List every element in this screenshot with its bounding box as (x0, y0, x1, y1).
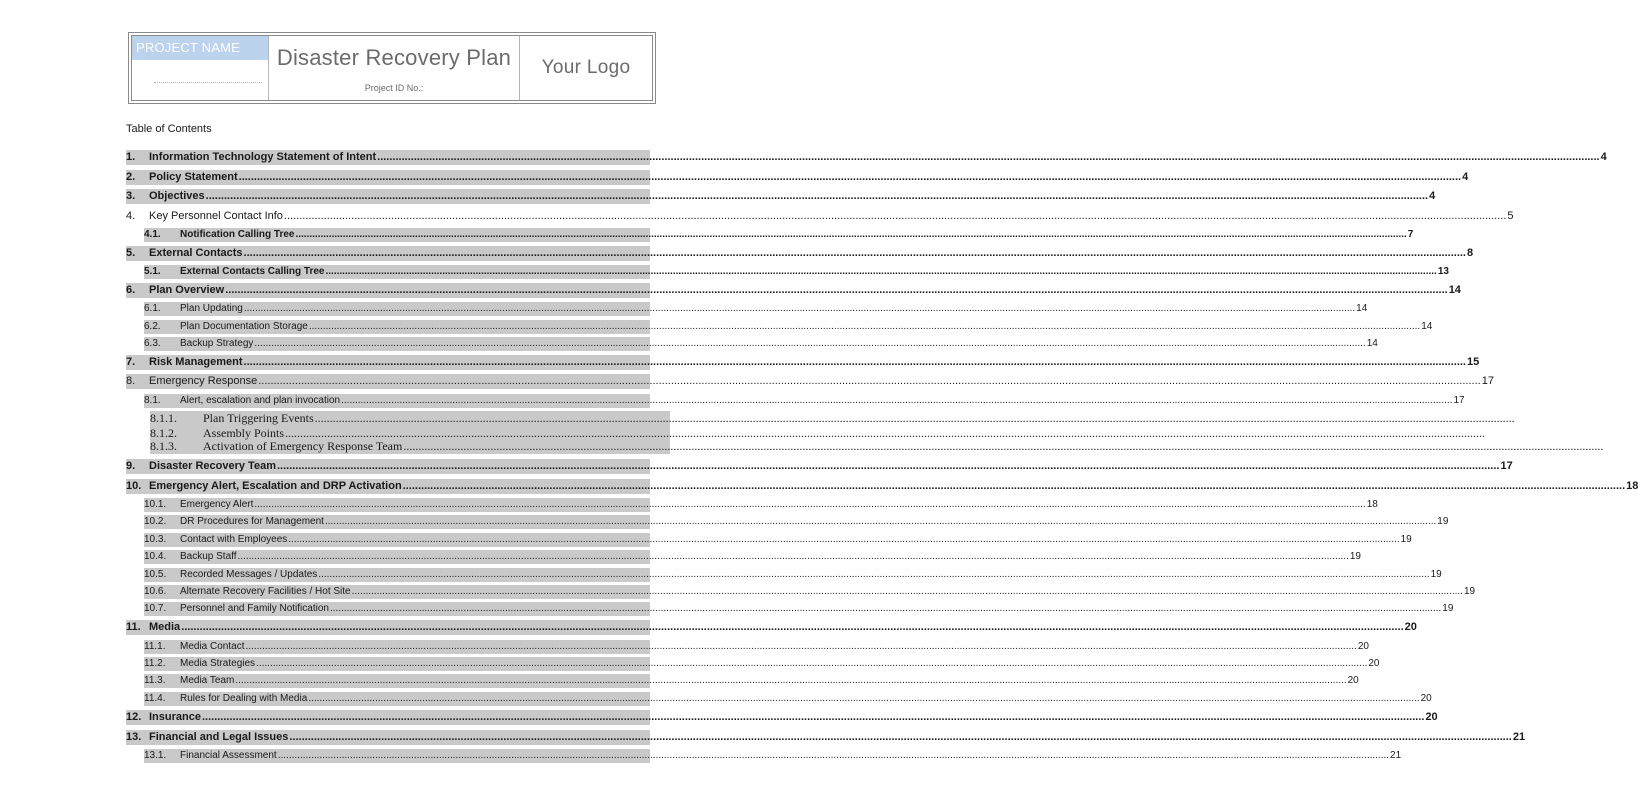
toc-entry-page: 4 (1462, 171, 1469, 183)
toc-entry[interactable] (126, 479, 1638, 494)
toc-leader-dots: ................................................................................................................................................................................................................................................................................................................................................................................................................ (243, 247, 1466, 259)
toc-leader-dots: ................................................................................................................................................................................................................................................................................................................................................................................................................ (245, 641, 1357, 652)
toc-entry-title: Backup Strategy (180, 338, 254, 349)
toc-entry[interactable] (144, 302, 1368, 316)
toc-leader-dots: ................................................................................................................................................................................................................................................................................................................................................................................................................ (308, 693, 1420, 704)
toc-entry-page: 5 (1507, 210, 1514, 222)
project-id-label: Project ID No.: (364, 83, 424, 93)
toc-entry-title: Media Team (180, 675, 235, 686)
toc-entry[interactable] (144, 515, 1449, 529)
logo-placeholder: Your Logo (541, 57, 631, 78)
toc-entry-number: 13. (126, 731, 142, 743)
toc-leader-dots: ................................................................................................................................................................................................................................................................................................................................................................................................................ (403, 439, 1604, 453)
toc-entry-page: 17 (1481, 375, 1494, 387)
toc-leader-dots: ................................................................................................................................................................................................................................................................................................................................................................................................................ (235, 675, 1347, 686)
toc-entry-number: 5. (126, 247, 136, 259)
toc-leader-dots: ................................................................................................................................................................................................................................................................................................................................................................................................................ (243, 303, 1356, 314)
toc-entry-number: 8.1.1. (150, 411, 177, 425)
toc-entry-title: Plan Triggering Events (203, 411, 314, 425)
toc-entry-title: External Contacts (149, 247, 243, 259)
toc-entry-number: 6.2. (144, 321, 161, 332)
toc-entry-title: Media Contact (180, 641, 245, 652)
toc-leader-dots: ................................................................................................................................................................................................................................................................................................................................................................................................................ (225, 284, 1448, 296)
toc-leader-dots: ................................................................................................................................................................................................................................................................................................................................................................................................................ (237, 551, 1349, 562)
toc-entry-title: Objectives (149, 190, 205, 202)
toc-entry-number: 10.5. (144, 569, 167, 580)
project-name[interactable]: PROJECT NAME (132, 36, 268, 60)
toc-entry[interactable] (144, 749, 1402, 763)
toc-entry-number: 5.1. (144, 266, 161, 277)
toc-entry[interactable] (144, 394, 1465, 408)
toc-leader-dots: ................................................................................................................................................................................................................................................................................................................................................................................................................ (238, 171, 1462, 183)
toc-leader-dots: ................................................................................................................................................................................................................................................................................................................................................................................................................ (254, 338, 1366, 349)
toc-leader-dots: ................................................................................................................................................................................................................................................................................................................................................................................................................ (402, 480, 1626, 492)
toc-entry[interactable] (144, 657, 1380, 671)
toc-entry-title: Information Technology Statement of Intent (149, 151, 377, 163)
toc-entry-page: 19 (1437, 516, 1449, 527)
toc-entry-title: Policy Statement (149, 171, 238, 183)
toc-entry-page: 18 (1626, 480, 1638, 492)
toc-leader-dots: ................................................................................................................................................................................................................................................................................................................................................................................................................ (325, 266, 1437, 277)
toc-entry-number: 11.3. (144, 675, 166, 686)
toc-entry-page: 4 (1429, 190, 1436, 202)
toc-entry-page: 18 (1366, 499, 1378, 510)
toc-entry-number: 9. (126, 460, 136, 472)
toc-entry-title: Alternate Recovery Facilities / Hot Site (180, 586, 351, 597)
toc-leader-dots: ................................................................................................................................................................................................................................................................................................................................................................................................................ (329, 603, 1442, 614)
document-title: Disaster Recovery Plan (276, 45, 512, 70)
toc-entry[interactable] (150, 411, 1515, 426)
toc-leader-dots: ................................................................................................................................................................................................................................................................................................................................................................................................................ (254, 499, 1366, 510)
toc-leader-dots: ................................................................................................................................................................................................................................................................................................................................................................................................................ (377, 151, 1600, 163)
toc-leader-dots: ................................................................................................................................................................................................................................................................................................................................................................................................................ (351, 586, 1463, 597)
toc-entry[interactable] (126, 374, 1494, 389)
toc-entry-number: 3. (126, 190, 136, 202)
toc-entry[interactable] (126, 150, 1607, 165)
toc-entry-number: 11.4. (144, 693, 166, 704)
toc-entry-title: Alert, escalation and plan invocation (180, 395, 341, 406)
toc-entry-title: Media (149, 621, 181, 633)
toc-entry-title: Backup Staff (180, 551, 237, 562)
toc-entry-number: 8. (126, 375, 136, 387)
toc-entry-title: Key Personnel Contact Info (149, 210, 283, 222)
toc-entry-title: Plan Overview (149, 284, 225, 296)
toc-entry-title: Rules for Dealing with Media (180, 693, 308, 704)
toc-entry-number: 8.1. (144, 395, 161, 406)
toc-entry-number: 4. (126, 210, 136, 222)
toc-leader-dots: ................................................................................................................................................................................................................................................................................................................................................................................................................ (277, 750, 1390, 761)
toc-entry[interactable] (126, 189, 1436, 204)
toc-entry-page: 14 (1356, 303, 1368, 314)
toc-entry-page: 19 (1463, 586, 1476, 597)
toc-entry[interactable] (144, 533, 1412, 547)
toc-entry[interactable] (144, 320, 1433, 334)
toc-leader-dots: ................................................................................................................................................................................................................................................................................................................................................................................................................ (289, 731, 1512, 743)
toc-leader-dots: ................................................................................................................................................................................................................................................................................................................................................................................................................ (243, 356, 1466, 368)
toc-entry-title: Personnel and Family Notification (180, 603, 329, 614)
toc-entry[interactable] (126, 283, 1461, 298)
toc-entry-number: 10.7. (144, 603, 167, 614)
toc-entry-number: 11.1. (144, 641, 166, 652)
toc-entry-number: 10.2. (144, 516, 167, 527)
toc-entry-title: Assembly Points (203, 426, 285, 440)
toc-entry[interactable] (144, 228, 1414, 242)
toc-entry-title: Risk Management (149, 356, 243, 368)
toc-leader-dots: ................................................................................................................................................................................................................................................................................................................................................................................................................ (205, 190, 1429, 202)
toc-entry-title: Plan Documentation Storage (180, 321, 308, 332)
toc-leader-dots: ................................................................................................................................................................................................................................................................................................................................................................................................................ (181, 621, 1404, 633)
toc-entry[interactable] (126, 620, 1417, 635)
toc-entry-page: 14 (1421, 321, 1433, 332)
toc-entry[interactable] (126, 730, 1526, 745)
toc-entry-number: 11. (126, 621, 141, 633)
toc-entry[interactable] (150, 439, 1604, 454)
toc-entry-page: 20 (1357, 641, 1369, 652)
toc-leader-dots: ................................................................................................................................................................................................................................................................................................................................................................................................................ (308, 321, 1421, 332)
toc-leader-dots: ................................................................................................................................................................................................................................................................................................................................................................................................................ (324, 516, 1437, 527)
toc-entry[interactable] (126, 355, 1480, 370)
toc-leader-dots: ................................................................................................................................................................................................................................................................................................................................................................................................................ (276, 460, 1500, 472)
toc-entry-page: 19 (1430, 569, 1442, 580)
toc-entry-number: 10.3. (144, 534, 167, 545)
toc-entry-number: 1. (126, 151, 136, 163)
toc-entry[interactable] (126, 209, 1514, 224)
toc-entry[interactable] (126, 459, 1513, 474)
toc-entry-page: 15 (1467, 356, 1480, 368)
toc-entry-title: Financial Assessment (180, 750, 277, 761)
toc-entry-page: 21 (1390, 750, 1402, 761)
toc-entry[interactable] (144, 692, 1432, 706)
toc-entry-number: 10.6. (144, 586, 167, 597)
toc-entry-number: 10. (126, 480, 142, 492)
toc-entry[interactable] (144, 498, 1378, 512)
toc-entry-page: 20 (1347, 675, 1359, 686)
toc-entry-page: 4 (1600, 151, 1607, 163)
toc-entry-number: 12. (126, 711, 142, 723)
toc-entry[interactable] (144, 568, 1442, 582)
toc-entry-number: 6. (126, 284, 136, 296)
toc-leader-dots: ................................................................................................................................................................................................................................................................................................................................................................................................................ (314, 411, 1515, 425)
toc-entry-title: Financial and Legal Issues (149, 731, 289, 743)
toc-entry[interactable] (144, 550, 1361, 564)
toc-entry-page: 19 (1442, 603, 1454, 614)
toc-entry-page: 17 (1453, 395, 1465, 406)
toc-entry-number: 2. (126, 171, 136, 183)
toc-entry-title: Contact with Employees (180, 534, 288, 545)
toc-entry-page: 21 (1512, 731, 1526, 743)
toc-entry-page: 20 (1368, 658, 1380, 669)
toc-entry-title: Recorded Messages / Updates (180, 569, 318, 580)
toc-entry-number: 7. (126, 356, 136, 368)
toc-entry-number: 8.1.2. (150, 426, 177, 440)
toc-entry-page: 8 (1467, 247, 1474, 259)
toc-leader-dots: ................................................................................................................................................................................................................................................................................................................................................................................................................ (318, 569, 1430, 580)
toc-leader-dots: ................................................................................................................................................................................................................................................................................................................................................................................................................ (288, 534, 1400, 545)
toc-entry-page: 17 (1500, 460, 1513, 472)
toc-entry-page: 7 (1407, 229, 1414, 240)
toc-entry-title: Insurance (149, 711, 201, 723)
toc-leader-dots: ................................................................................................................................................................................................................................................................................................................................................................................................................ (283, 210, 1507, 222)
toc-entry-page: 20 (1404, 621, 1417, 633)
toc-entry-page: 13 (1437, 266, 1449, 277)
toc-entry-title: Emergency Alert, Escalation and DRP Activation (149, 480, 402, 492)
toc-entry[interactable] (144, 640, 1369, 654)
toc-entry-page: 19 (1349, 551, 1361, 562)
toc-leader-dots: ................................................................................................................................................................................................................................................................................................................................................................................................................ (295, 229, 1407, 240)
toc-leader-dots: ................................................................................................................................................................................................................................................................................................................................................................................................................ (256, 658, 1368, 669)
toc-entry[interactable] (126, 170, 1469, 185)
toc-entry-title: Activation of Emergency Response Team (203, 439, 403, 453)
toc-leader-dots: ................................................................................................................................................................................................................................................................................................................................................................................................................ (341, 395, 1453, 406)
toc-entry[interactable] (144, 265, 1449, 279)
toc-entry[interactable] (126, 246, 1474, 261)
toc-entry-number: 10.4. (144, 551, 167, 562)
toc-leader-dots: ................................................................................................................................................................................................................................................................................................................................................................................................................ (201, 711, 1425, 723)
toc-entry-number: 4.1. (144, 229, 161, 240)
toc-entry-title: Emergency Alert (180, 499, 254, 510)
toc-leader-dots: ................................................................................................................................................................................................................................................................................................................................................................................................................ (258, 375, 1481, 387)
toc-entry-number: 10.1. (144, 499, 167, 510)
toc-entry-title: Disaster Recovery Team (149, 460, 276, 472)
toc-entry-page: 20 (1420, 693, 1432, 704)
toc-entry-title: External Contacts Calling Tree (180, 266, 325, 277)
toc-heading: Table of Contents (126, 123, 212, 135)
toc-entry-number: 6.3. (144, 338, 161, 349)
toc-entry[interactable] (144, 602, 1454, 616)
toc-entry-page: 19 (1400, 534, 1412, 545)
toc-entry-title: DR Procedures for Management (180, 516, 324, 527)
toc-entry-number: 11.2. (144, 658, 166, 669)
toc-entry-number: 13.1. (144, 750, 167, 761)
toc-entry-title: Emergency Response (149, 375, 258, 387)
toc-entry-page: 14 (1366, 338, 1378, 349)
toc-entry[interactable] (126, 710, 1438, 725)
toc-entry[interactable] (144, 337, 1378, 351)
toc-entry[interactable] (144, 674, 1359, 688)
toc-entry-title: Notification Calling Tree (180, 229, 295, 240)
toc-entry-title: Plan Updating (180, 303, 243, 314)
toc-entry-number: 8.1.3. (150, 439, 177, 453)
toc-entry-page: 20 (1425, 711, 1438, 723)
toc-entry-number: 6.1. (144, 303, 161, 314)
toc-entry-title: Media Strategies (180, 658, 256, 669)
toc-entry[interactable] (144, 585, 1476, 599)
toc-entry-page: 14 (1448, 284, 1461, 296)
toc-leader-dots: ................................................................................................................................................................................................................................................................................................................................................................................................................ (285, 426, 1486, 440)
